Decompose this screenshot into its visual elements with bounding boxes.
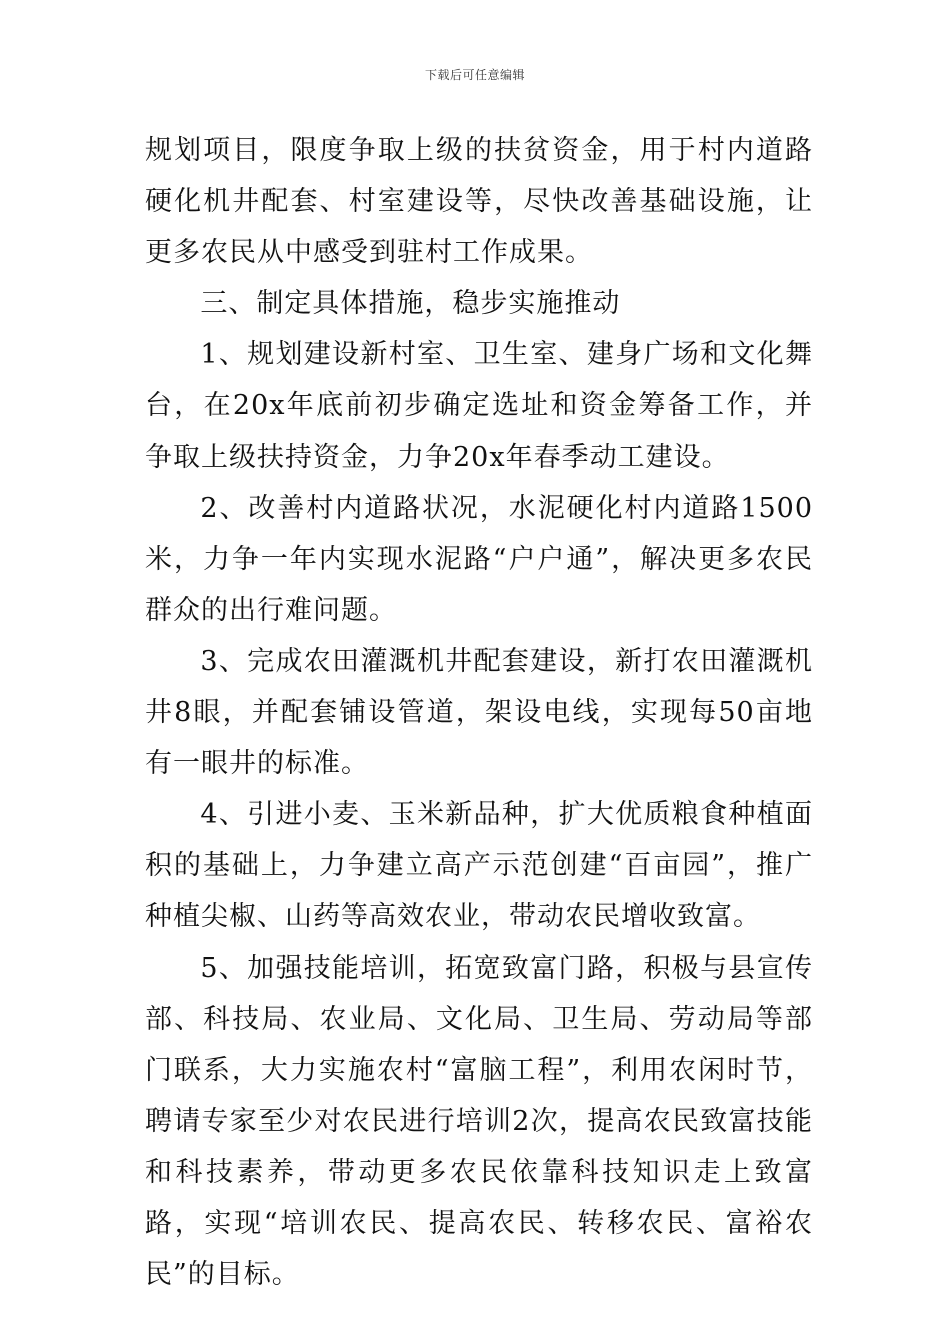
paragraph-item-5: 5、加强技能培训，拓宽致富门路，积极与县宣传部、科技局、农业局、文化局、卫生局、劳动局等部门联系，大力实施农村“富脑工程”，利用农闲时节，聘请专家至少对农民进行培训2次，提高农民致富技能和科技素养，带动更多农民依靠科技知识走上致富路，实现“培训农民、提高农民、转移农民、富裕农民”的目标。: [145, 952, 813, 1291]
paragraph-item-2: 2、改善村内道路状况，水泥硬化村内道路1500米，力争一年内实现水泥路“户户通”，解决更多农民群众的出行难问题。: [145, 492, 813, 626]
paragraph-item-1: 1、规划建设新村室、卫生室、建身广场和文化舞台，在20x年底前初步确定选址和资金筹备工作，并争取上级扶持资金，力争20x年春季动工建设。: [145, 339, 813, 473]
paragraph-item-4: 4、引进小麦、玉米新品种，扩大优质粮食种植面积的基础上，力争建立高产示范创建“百亩园”，推广种植尖椒、山药等高效农业，带动农民增收致富。: [145, 799, 813, 933]
document-body: [145, 125, 813, 1300]
paragraph-item-3: 3、完成农田灌溉机井配套建设，新打农田灌溉机井8眼，并配套铺设管道，架设电线，实现每50亩地有一眼井的标准。: [145, 645, 813, 780]
page-header: 下载后可任意编辑: [424, 68, 525, 82]
section-heading: 三、制定具体措施，稳步实施推动: [200, 288, 621, 320]
paragraph-continuation: 规划项目，限度争取上级的扶贫资金，用于村内道路硬化机井配套、村室建设等，尽快改善基础设施，让更多农民从中感受到驻村工作成果。: [145, 135, 813, 269]
